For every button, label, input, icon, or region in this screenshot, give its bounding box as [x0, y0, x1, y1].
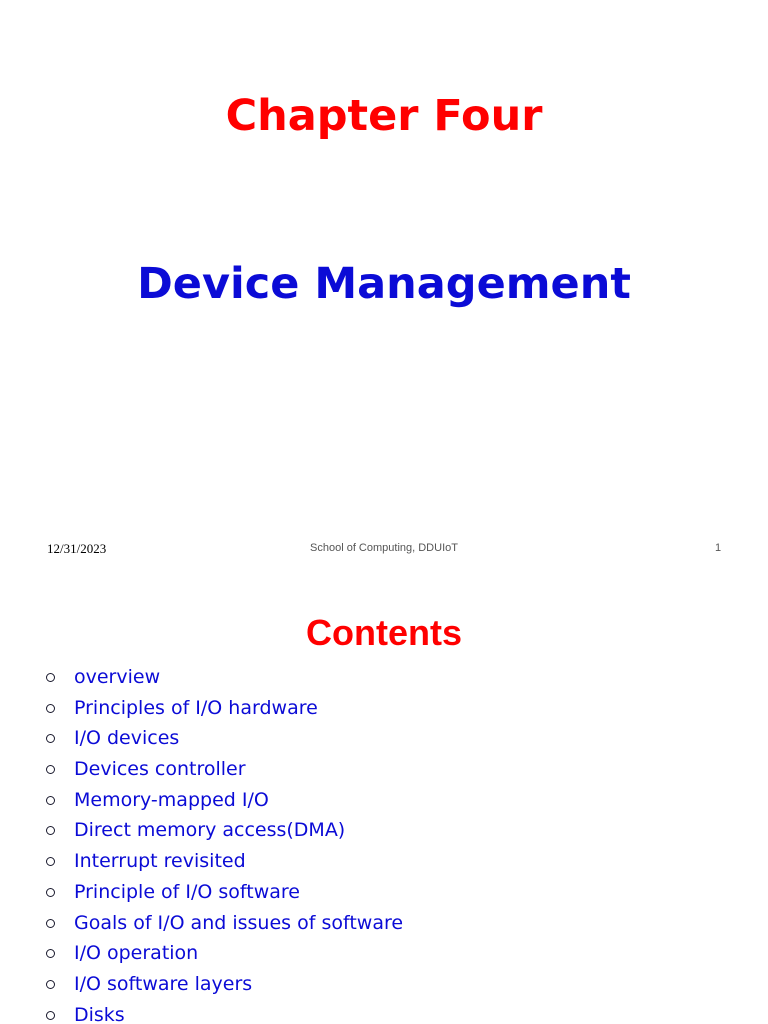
circle-bullet-icon	[46, 765, 55, 774]
circle-bullet-icon	[46, 857, 55, 866]
list-item-text: Interrupt revisited	[74, 850, 246, 873]
list-item-text: I/O operation	[74, 942, 199, 965]
circle-bullet-icon	[46, 734, 55, 743]
circle-bullet-icon	[46, 1011, 55, 1020]
footer-page-number: 1	[715, 542, 722, 554]
footer-date: 12/31/2023	[47, 541, 107, 556]
contents-heading: Contents	[306, 612, 462, 653]
footer-institution: School of Computing, DDUIoT	[310, 542, 458, 554]
circle-bullet-icon	[46, 704, 55, 713]
list-item-text: I/O devices	[74, 727, 180, 750]
list-item-text: Principle of I/O software	[74, 880, 300, 903]
circle-bullet-icon	[46, 826, 55, 835]
list-item-text: Direct memory access(DMA)	[74, 819, 346, 842]
list-item-text: Disks	[74, 1003, 125, 1024]
circle-bullet-icon	[46, 796, 55, 805]
slide-title: Device Management	[137, 259, 631, 309]
list-item-text: overview	[74, 666, 161, 688]
list-item-text: Memory-mapped I/O	[74, 788, 269, 811]
circle-bullet-icon	[46, 949, 55, 958]
circle-bullet-icon	[46, 673, 55, 682]
list-item-text: Devices controller	[74, 758, 246, 781]
circle-bullet-icon	[46, 980, 55, 989]
chapter-heading: Chapter Four	[225, 91, 543, 141]
circle-bullet-icon	[46, 888, 55, 897]
list-item-text: I/O software layers	[74, 972, 253, 995]
list-item-text: Goals of I/O and issues of software	[74, 911, 404, 934]
circle-bullet-icon	[46, 919, 55, 928]
list-item-text: Principles of I/O hardware	[74, 696, 318, 719]
